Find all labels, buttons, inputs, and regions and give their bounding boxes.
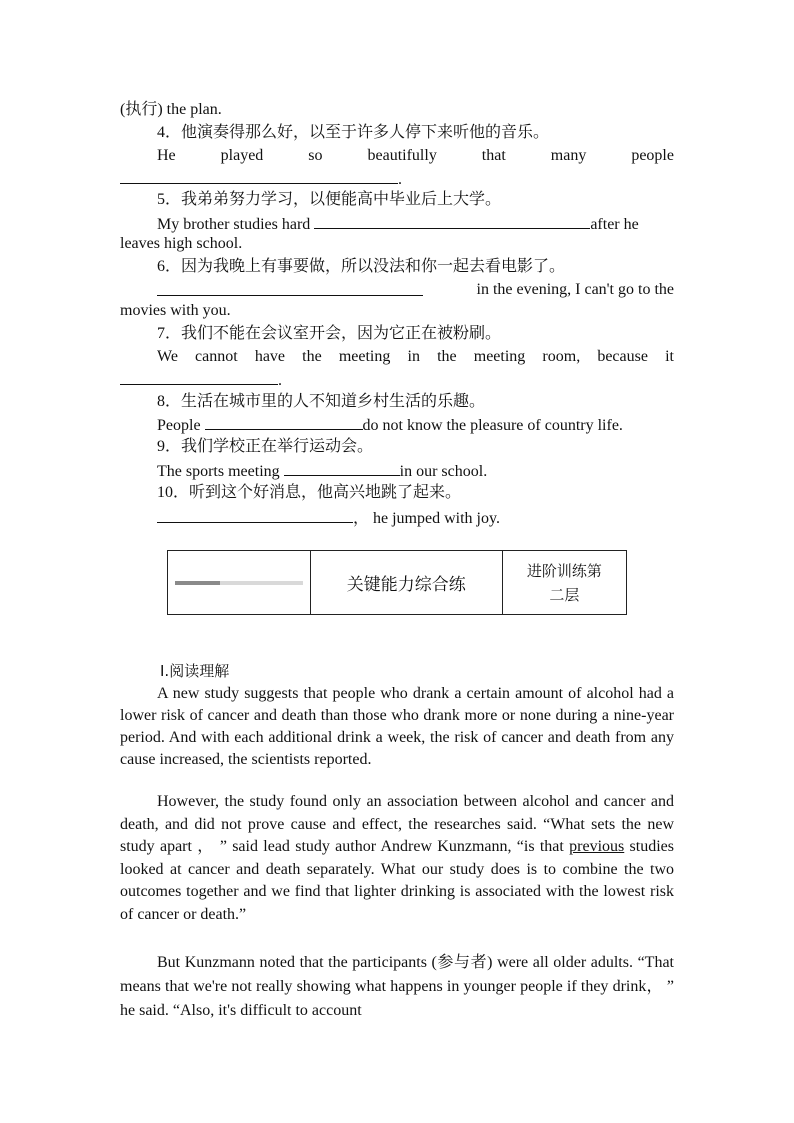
banner-subtitle-line2: 二层 (549, 585, 580, 604)
q7-word: cannot (195, 348, 238, 365)
q9-english (157, 459, 674, 481)
section-banner (167, 550, 627, 615)
prev-line: (执行) the plan. (120, 101, 222, 118)
q6-chinese: 6．因为我晚上有事要做，所以没法和你一起去看电影了。 (157, 258, 566, 275)
q7-word: meeting (473, 348, 526, 365)
q4-answer-line (120, 167, 674, 189)
q5-pre: My brother studies hard (157, 216, 315, 233)
q7-word: the (437, 348, 457, 365)
q7-answer-line (120, 368, 674, 390)
q7-word: it (665, 348, 674, 365)
q7-word: We (157, 348, 178, 365)
q5-english (157, 212, 674, 234)
q9-answer-blank[interactable] (284, 459, 400, 476)
q4-answer-blank[interactable] (120, 167, 398, 184)
q4-word: so (308, 147, 323, 164)
q8-post: do not know the pleasure of country life. (362, 417, 623, 434)
q8-english (157, 413, 674, 435)
q8-pre: People (157, 417, 205, 434)
banner-progress-cell (168, 551, 311, 615)
q6-english (157, 279, 674, 301)
q4-chinese: 4．他演奏得那么好，以至于许多人停下来听他的音乐。 (157, 124, 550, 141)
banner-subtitle-cell (502, 551, 626, 615)
q5-cont: leaves high school. (120, 235, 243, 252)
q8-answer-blank[interactable] (205, 413, 363, 430)
q6-cont: movies with you. (120, 302, 231, 319)
q6-post: in the evening, I can't go to the (476, 281, 674, 298)
q10-english (157, 506, 674, 528)
q6-answer-blank[interactable] (157, 279, 423, 296)
q4-word: many (550, 147, 587, 164)
q7-end: . (278, 372, 282, 389)
p2-text-b: studies looked at cancer and death separately. What our study does is to combine the two outcomes together and we find that lighter drinking is associated with the lowest risk of cancer or death.” (120, 838, 674, 923)
banner-title: 关键能力综合练 (346, 575, 466, 595)
reading-heading: Ⅰ.阅读理解 (160, 662, 230, 680)
q7-word: the (302, 348, 322, 365)
q4-end: . (398, 171, 402, 188)
banner-subtitle-line1: 进阶训练第 (526, 561, 602, 580)
q10-chinese: 10．听到这个好消息，他高兴地跳了起来。 (157, 484, 462, 501)
q7-word: meeting (338, 348, 391, 365)
q7-word: have (254, 348, 286, 365)
q10-post: ， he jumped with joy. (353, 510, 500, 527)
p2-underlined-word: previous (569, 838, 625, 855)
q7-english (157, 346, 674, 368)
q7-word: in (407, 348, 420, 365)
banner-title-cell (310, 551, 502, 615)
q8-chinese: 8．生活在城市里的人不知道乡村生活的乐趣。 (157, 393, 486, 410)
q7-answer-blank[interactable] (120, 368, 278, 385)
q7-word: because (597, 348, 648, 365)
progress-bar (175, 581, 303, 585)
q4-word: played (220, 147, 264, 164)
reading-paragraph-1: A new study suggests that people who drank a certain amount of alcohol had a lower risk of cancer and death than those who drank more or none during a nine-year period. And with each additional drink a week, the risk of cancer and death from any cause increased, the scientists reported. (120, 685, 674, 768)
q10-answer-blank[interactable] (157, 506, 353, 523)
progress-bar-fill (175, 581, 220, 585)
q5-answer-blank[interactable] (314, 212, 590, 229)
q4-english (157, 145, 674, 167)
q4-word: people (631, 147, 674, 164)
q5-chinese: 5．我弟弟努力学习，以便能高中毕业后上大学。 (157, 191, 502, 208)
p2-text-a: However, the study found only an association between alcohol and cancer and death, and did not prove cause and effect, the researches said. “What sets the new study apart ， ” said lead study author Andrew Kunzmann, “is that (120, 793, 674, 855)
q9-post: in our school. (399, 463, 488, 480)
q7-chinese: 7．我们不能在会议室开会，因为它正在被粉刷。 (157, 325, 502, 342)
q4-word: beautifully (367, 147, 437, 164)
q4-word: He (157, 147, 176, 164)
q7-word: room, (542, 348, 581, 365)
q9-chinese: 9．我们学校正在举行运动会。 (157, 438, 374, 455)
reading-paragraph-3: But Kunzmann noted that the participants (参与者) were all older adults. “That means that we're not really showing what happens in younger people if they drink， ” he said. “Also, it's difficult to account (120, 954, 674, 1019)
reading-paragraph-2 (120, 791, 674, 926)
q5-post: after he (590, 216, 639, 233)
q9-pre: The sports meeting (157, 463, 284, 480)
q4-word: that (481, 147, 506, 164)
